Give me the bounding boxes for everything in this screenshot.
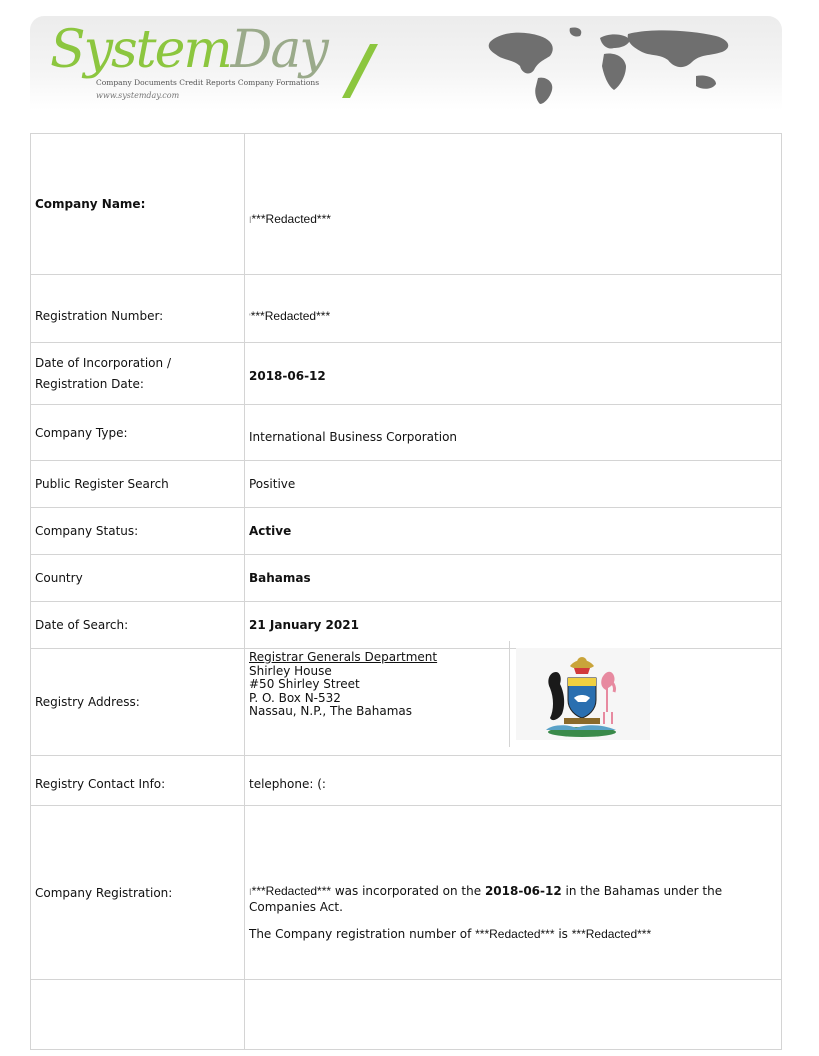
redacted-text: ***Redacted***	[571, 927, 652, 941]
company-type-label: Company Type:	[31, 405, 245, 461]
world-map-icon	[460, 20, 760, 106]
registration-number-value	[245, 275, 782, 343]
address-line: P. O. Box N-532	[249, 690, 341, 705]
address-container	[249, 649, 777, 755]
registration-number-label: Registration Number:	[31, 275, 245, 343]
address-line-department: Registrar Generals Department	[249, 650, 438, 664]
table-row	[31, 980, 782, 1050]
header-banner	[30, 16, 782, 110]
date-of-incorporation-value: 2018-06-12	[245, 343, 782, 405]
redacted-text: ***Redacted***	[475, 927, 555, 941]
address-line: #50 Shirley Street	[249, 677, 360, 691]
table-row	[31, 134, 782, 275]
registry-contact-value: telephone: (:	[245, 756, 782, 806]
logo-tagline: Company Documents Credit Reports Company Formations	[96, 78, 320, 87]
redacted-text: ***Redacted***	[251, 884, 332, 898]
table-row	[31, 343, 782, 405]
company-registration-value	[245, 806, 782, 980]
company-type-value: International Business Corporation	[245, 405, 782, 461]
registration-text	[249, 884, 777, 941]
company-name-label: Company Name:	[31, 134, 245, 275]
address-text	[249, 651, 437, 719]
registry-address-value	[245, 649, 782, 756]
redaction-mark: I	[249, 888, 252, 898]
registration-text-part: The Company registration number of	[249, 927, 476, 941]
empty-cell	[245, 980, 782, 1050]
systemday-logo[interactable]	[50, 18, 327, 82]
registry-address-label: Registry Address:	[31, 649, 245, 756]
bahamas-coat-of-arms-icon	[516, 648, 650, 740]
registration-date: 2018-06-12	[484, 884, 562, 898]
label-line: Date of Incorporation /	[35, 355, 171, 370]
registration-paragraph-1	[249, 884, 777, 914]
country-label: Country	[31, 555, 245, 602]
public-register-search-label: Public Register Search	[31, 461, 245, 508]
redacted-text: ***Redacted***	[250, 309, 331, 323]
table-row	[31, 756, 782, 806]
registry-contact-label: Registry Contact Info:	[31, 756, 245, 806]
country-value: Bahamas	[245, 555, 782, 602]
registration-text-part: in the Bahamas under the Companies Act.	[249, 884, 723, 914]
logo-slash-icon	[340, 40, 380, 100]
registration-text-part: is	[554, 927, 572, 941]
logo-word-day: Day	[230, 20, 327, 80]
logo-word-system: System	[50, 20, 231, 80]
empty-cell	[31, 980, 245, 1050]
address-line: Nassau, N.P., The Bahamas	[249, 704, 412, 718]
date-of-search-value: 21 January 2021	[245, 602, 782, 649]
table-row	[31, 649, 782, 756]
logo-url: www.systemday.com	[96, 91, 180, 100]
address-line: Shirley House	[249, 663, 332, 678]
company-status-label: Company Status:	[31, 508, 245, 555]
table-row	[31, 275, 782, 343]
public-register-search-value: Positive	[245, 461, 782, 508]
company-status-value: Active	[245, 508, 782, 555]
company-name-value	[245, 134, 782, 275]
registration-text-part: was incorporated on the	[331, 884, 485, 898]
table-row	[31, 405, 782, 461]
registration-paragraph-2	[249, 927, 777, 941]
company-info-table	[30, 133, 782, 1050]
redacted-text: ***Redacted***	[251, 212, 331, 226]
table-row	[31, 508, 782, 555]
table-row	[31, 461, 782, 508]
company-registration-label: Company Registration:	[31, 806, 245, 980]
table-row	[31, 806, 782, 980]
date-of-search-label: Date of Search:	[31, 602, 245, 649]
redaction-mark: I	[249, 215, 252, 225]
date-of-incorporation-label	[31, 343, 245, 405]
crest-cell	[509, 641, 782, 747]
redaction-mark: '	[249, 312, 251, 322]
label-line: Registration Date:	[35, 376, 144, 391]
table-row	[31, 555, 782, 602]
